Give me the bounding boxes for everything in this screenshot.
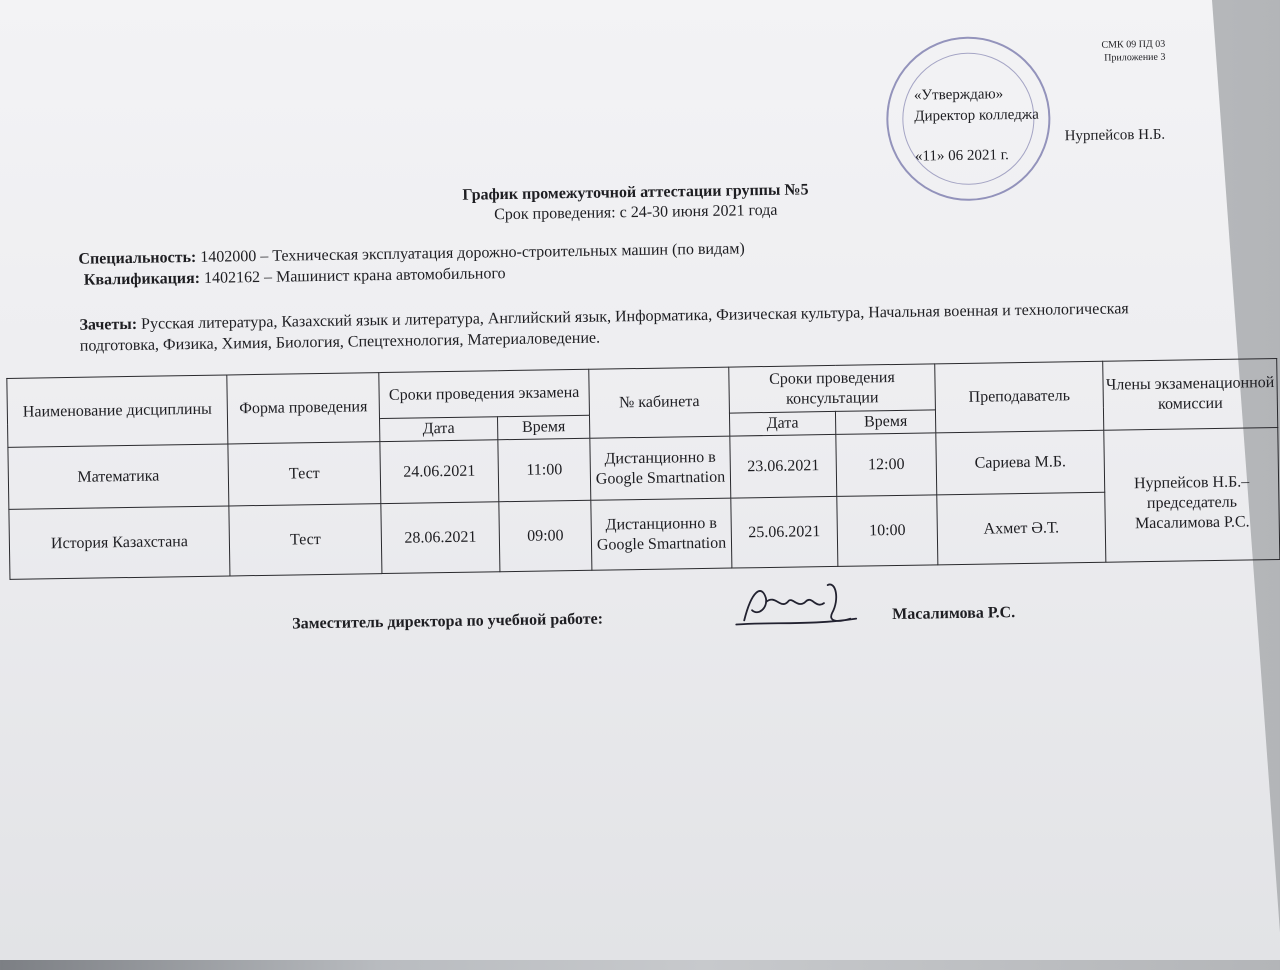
- document-title: График промежуточной аттестации группы №5: [462, 181, 809, 204]
- approve-label: «Утверждаю»: [913, 86, 1004, 104]
- document-code: [1053, 38, 1165, 66]
- cell-discipline: История Казахстана: [9, 506, 230, 579]
- document-subtitle: Срок проведения: с 24-30 июня 2021 года: [494, 201, 778, 224]
- approval-block: [913, 84, 1166, 165]
- appendix-line: Приложение 3: [1104, 51, 1166, 64]
- header-exam-date: Дата: [380, 417, 498, 442]
- header-room: № кабинета: [589, 367, 730, 438]
- cell-commission: Нурпейсов Н.Б.– председатель Масалимова Р.С.: [1104, 427, 1280, 562]
- header-discipline: Наименование дисциплины: [7, 375, 228, 447]
- header-consult-date: Дата: [729, 411, 835, 436]
- deputy-name: Масалимова Р.С.: [892, 604, 1016, 624]
- header-commission: Члены экзаменационной комиссии: [1103, 358, 1278, 430]
- schedule-table: [6, 358, 1280, 580]
- director-label: Директор колледжа: [914, 106, 1039, 125]
- cell-form: Тест: [228, 442, 381, 506]
- cell-discipline: Математика: [8, 444, 229, 509]
- approval-date: «11» 06 2021 г.: [914, 147, 1009, 165]
- handwritten-signature: [732, 579, 863, 633]
- header-exam-time: Время: [497, 415, 589, 439]
- header-teacher: Преподаватель: [935, 361, 1104, 433]
- cell-exam-time: 09:00: [499, 500, 592, 571]
- cell-consult-date: 25.06.2021: [731, 496, 838, 568]
- specialty-line: [78, 240, 745, 268]
- cell-exam-time: 11:00: [498, 438, 591, 501]
- cell-form: Тест: [229, 504, 382, 576]
- header-exam-terms: Сроки проведения экзамена: [379, 369, 590, 418]
- code-line: СМК 09 ПД 03: [1101, 38, 1166, 51]
- specialty-value: 1402000 – Техническая эксплуатация дорожно-строительных машин (по видам): [196, 240, 745, 266]
- qualification-label: Квалификация:: [83, 269, 201, 289]
- cell-consult-time: 10:00: [837, 495, 938, 567]
- specialty-label: Специальность:: [78, 248, 197, 268]
- director-name: Нурпейсов Н.Б.: [1064, 126, 1166, 145]
- cell-teacher: Сариева М.Б.: [936, 430, 1105, 495]
- deputy-label: Заместитель директора по учебной работе:: [292, 610, 604, 633]
- qualification-value: 1402162 – Машинист крана автомобильного: [199, 265, 506, 287]
- qualification-line: [84, 265, 506, 290]
- cell-exam-date: 24.06.2021: [380, 440, 499, 504]
- cell-exam-date: 28.06.2021: [381, 502, 500, 574]
- cell-room: Дистанционно в Google Smartnation: [591, 498, 732, 570]
- header-consult-time: Время: [835, 410, 935, 435]
- credits-paragraph: [79, 298, 1170, 357]
- credits-label: Зачеты:: [79, 315, 138, 334]
- cell-consult-date: 23.06.2021: [730, 434, 837, 498]
- cell-consult-time: 12:00: [836, 433, 937, 497]
- cell-room: Дистанционно в Google Smartnation: [590, 436, 731, 500]
- table-header-row: [7, 358, 1278, 424]
- credits-list: Русская литература, Казахский язык и литература, Английский язык, Информатика, Физическая культура, Начальная военная и технологическая подготовка, Физика, Химия, Биология, Спецтехнология, Материаловедение.: [79, 300, 1129, 355]
- header-form: Форма проведения: [227, 373, 380, 444]
- header-consult-terms: Сроки проведения консультации: [729, 364, 936, 413]
- cell-teacher: Ахмет Ә.Т.: [937, 492, 1106, 565]
